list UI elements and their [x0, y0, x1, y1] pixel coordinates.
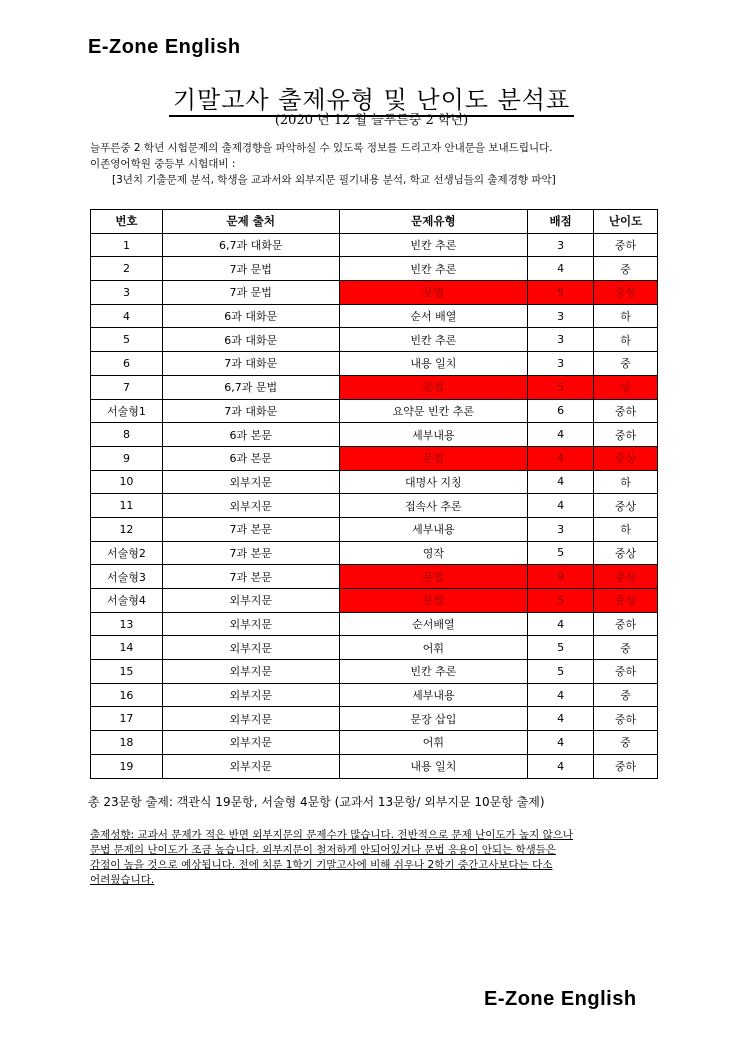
- cell-source: 7과 대화문: [162, 399, 339, 423]
- cell-difficulty: 중상: [594, 281, 658, 305]
- cell-type: 빈칸 추론: [339, 328, 528, 352]
- cell-type: 문법: [339, 375, 528, 399]
- cell-difficulty: 중: [594, 731, 658, 755]
- cell-type: 문법: [339, 589, 528, 613]
- cell-type: 내용 일치: [339, 352, 528, 376]
- cell-type: 문법: [339, 565, 528, 589]
- table-body: [91, 233, 658, 778]
- cell-number: 3: [91, 281, 163, 305]
- cell-source: 외부지문: [162, 754, 339, 778]
- cell-source: 6과 본문: [162, 446, 339, 470]
- cell-type: 순서 배열: [339, 304, 528, 328]
- table-row: [91, 589, 658, 613]
- cell-score: 5: [528, 660, 594, 684]
- cell-score: 5: [528, 281, 594, 305]
- cell-number: 2: [91, 257, 163, 281]
- cell-score: 5: [528, 375, 594, 399]
- table-row: [91, 565, 658, 589]
- cell-score: 4: [528, 754, 594, 778]
- cell-source: 외부지문: [162, 683, 339, 707]
- table-row: [91, 707, 658, 731]
- cell-difficulty: 중하: [594, 233, 658, 257]
- summary-line: 총 23문항 출제: 객관식 19문항, 서술형 4문항 (교과서 13문항/ 외부지문 10문항 출제): [88, 795, 545, 809]
- cell-source: 외부지문: [162, 612, 339, 636]
- cell-number: 18: [91, 731, 163, 755]
- table-row: [91, 541, 658, 565]
- cell-number: 5: [91, 328, 163, 352]
- cell-type: 세부내용: [339, 423, 528, 447]
- cell-difficulty: 하: [594, 470, 658, 494]
- page-title: 기말고사 출제유형 및 난이도 분석표: [0, 80, 743, 115]
- cell-difficulty: 상: [594, 375, 658, 399]
- cell-score: 3: [528, 233, 594, 257]
- cell-score: 4: [528, 494, 594, 518]
- table-row: [91, 470, 658, 494]
- cell-source: 외부지문: [162, 636, 339, 660]
- cell-number: 서술형3: [91, 565, 163, 589]
- table-row: [91, 683, 658, 707]
- cell-number: 19: [91, 754, 163, 778]
- cell-number: 9: [91, 446, 163, 470]
- cell-type: 내용 일치: [339, 754, 528, 778]
- cell-score: 4: [528, 707, 594, 731]
- cell-score: 9: [528, 565, 594, 589]
- table-row: [91, 233, 658, 257]
- analysis-table: [90, 209, 658, 779]
- cell-score: 6: [528, 399, 594, 423]
- header-score: 배점: [528, 210, 594, 234]
- cell-number: 1: [91, 233, 163, 257]
- cell-type: 문법: [339, 281, 528, 305]
- table-row: [91, 612, 658, 636]
- table-row: [91, 636, 658, 660]
- cell-source: 6과 대화문: [162, 304, 339, 328]
- cell-source: 6,7과 대화문: [162, 233, 339, 257]
- header-type: 문제유형: [339, 210, 528, 234]
- cell-source: 6과 본문: [162, 423, 339, 447]
- table-row: [91, 352, 658, 376]
- cell-source: 7과 문법: [162, 281, 339, 305]
- cell-number: 15: [91, 660, 163, 684]
- table-row: [91, 304, 658, 328]
- cell-type: 요약문 빈칸 추론: [339, 399, 528, 423]
- brand-logo-top: E-Zone English: [88, 36, 241, 58]
- header-source: 문제 출처: [162, 210, 339, 234]
- table-row: [91, 494, 658, 518]
- cell-number: 8: [91, 423, 163, 447]
- cell-score: 4: [528, 470, 594, 494]
- notes-line-2: 문법 문제의 난이도가 조금 높습니다. 외부지문이 철저하게 안되어있거나 문법 응용이 안되는 학생들은: [90, 844, 557, 856]
- cell-source: 외부지문: [162, 470, 339, 494]
- cell-score: 4: [528, 731, 594, 755]
- cell-number: 17: [91, 707, 163, 731]
- cell-score: 4: [528, 257, 594, 281]
- cell-number: 16: [91, 683, 163, 707]
- cell-difficulty: 중하: [594, 612, 658, 636]
- cell-score: 3: [528, 517, 594, 541]
- cell-difficulty: 중하: [594, 423, 658, 447]
- cell-difficulty: 중하: [594, 399, 658, 423]
- notes-line-3: 감점이 높을 것으로 예상됩니다. 전에 치룬 1학기 기말고사에 비해 쉬우나 2학기 중간고사보다는 다소: [90, 859, 553, 871]
- table-row: [91, 399, 658, 423]
- cell-type: 문장 삽입: [339, 707, 528, 731]
- cell-type: 접속사 추론: [339, 494, 528, 518]
- header-number: 번호: [91, 210, 163, 234]
- cell-score: 3: [528, 328, 594, 352]
- cell-difficulty: 중: [594, 257, 658, 281]
- cell-source: 7과 문법: [162, 257, 339, 281]
- cell-number: 서술형2: [91, 541, 163, 565]
- cell-difficulty: 하: [594, 304, 658, 328]
- cell-difficulty: 중상: [594, 446, 658, 470]
- notes-block: [90, 828, 656, 888]
- cell-score: 3: [528, 304, 594, 328]
- cell-difficulty: 중: [594, 683, 658, 707]
- notes-line-1: 출제성향: 교과서 문제가 적은 반면 외부지문의 문제수가 많습니다. 전반적으로 문제 난이도가 높지 않으나: [90, 829, 574, 841]
- cell-difficulty: 하: [594, 328, 658, 352]
- cell-source: 외부지문: [162, 589, 339, 613]
- intro-line-2: 이존영어학원 중등부 시험대비 :: [90, 158, 236, 170]
- cell-difficulty: 중상: [594, 541, 658, 565]
- cell-type: 어휘: [339, 636, 528, 660]
- cell-difficulty: 중하: [594, 707, 658, 731]
- cell-type: 빈칸 추론: [339, 233, 528, 257]
- cell-score: 4: [528, 612, 594, 636]
- cell-type: 문법: [339, 446, 528, 470]
- header-difficulty: 난이도: [594, 210, 658, 234]
- cell-type: 순서배열: [339, 612, 528, 636]
- table-row: [91, 754, 658, 778]
- cell-number: 13: [91, 612, 163, 636]
- cell-score: 4: [528, 683, 594, 707]
- table-row: [91, 731, 658, 755]
- cell-difficulty: 중상: [594, 494, 658, 518]
- cell-score: 5: [528, 589, 594, 613]
- cell-source: 외부지문: [162, 707, 339, 731]
- cell-source: 6과 대화문: [162, 328, 339, 352]
- cell-source: 외부지문: [162, 731, 339, 755]
- cell-difficulty: 중하: [594, 660, 658, 684]
- cell-difficulty: 중하: [594, 754, 658, 778]
- table-row: [91, 423, 658, 447]
- cell-number: 10: [91, 470, 163, 494]
- brand-logo-bottom: E-Zone English: [484, 988, 637, 1010]
- page-subtitle: (2020 년 12 월 늘푸른중 2 학년): [274, 113, 469, 128]
- cell-number: 14: [91, 636, 163, 660]
- cell-score: 5: [528, 636, 594, 660]
- intro-text: [90, 140, 670, 188]
- cell-difficulty: 중: [594, 352, 658, 376]
- table-row: [91, 257, 658, 281]
- cell-difficulty: 중상: [594, 589, 658, 613]
- cell-type: 빈칸 추론: [339, 257, 528, 281]
- cell-score: 4: [528, 423, 594, 447]
- intro-line-3: [3년치 기출문제 분석, 학생을 교과서와 외부지문 필기내용 분석, 학교 선생님들의 출제경향 파악]: [112, 174, 556, 186]
- table-row: [91, 446, 658, 470]
- table-header-row: [91, 210, 658, 234]
- cell-source: 7과 본문: [162, 565, 339, 589]
- cell-type: 세부내용: [339, 517, 528, 541]
- intro-line-1: 늘푸른중 2 학년 시험문제의 출제경향을 파악하실 수 있도록 정보를 드리고자 안내문을 보내드립니다.: [90, 142, 553, 154]
- cell-number: 11: [91, 494, 163, 518]
- cell-source: 외부지문: [162, 660, 339, 684]
- cell-score: 5: [528, 541, 594, 565]
- table-row: [91, 375, 658, 399]
- cell-type: 어휘: [339, 731, 528, 755]
- cell-number: 6: [91, 352, 163, 376]
- cell-number: 서술형1: [91, 399, 163, 423]
- cell-score: 3: [528, 352, 594, 376]
- cell-type: 세부내용: [339, 683, 528, 707]
- notes-line-4: 어려웠습니다.: [90, 874, 155, 886]
- table-row: [91, 517, 658, 541]
- table-row: [91, 328, 658, 352]
- cell-number: 4: [91, 304, 163, 328]
- cell-source: 7과 본문: [162, 541, 339, 565]
- cell-difficulty: 하: [594, 517, 658, 541]
- cell-source: 외부지문: [162, 494, 339, 518]
- cell-type: 대명사 지칭: [339, 470, 528, 494]
- cell-number: 서술형4: [91, 589, 163, 613]
- cell-type: 영작: [339, 541, 528, 565]
- cell-difficulty: 중상: [594, 565, 658, 589]
- table-row: [91, 281, 658, 305]
- cell-score: 4: [528, 446, 594, 470]
- cell-source: 6,7과 문법: [162, 375, 339, 399]
- cell-type: 빈칸 추론: [339, 660, 528, 684]
- cell-source: 7과 본문: [162, 517, 339, 541]
- cell-source: 7과 대화문: [162, 352, 339, 376]
- table-row: [91, 660, 658, 684]
- cell-difficulty: 중: [594, 636, 658, 660]
- cell-number: 12: [91, 517, 163, 541]
- cell-number: 7: [91, 375, 163, 399]
